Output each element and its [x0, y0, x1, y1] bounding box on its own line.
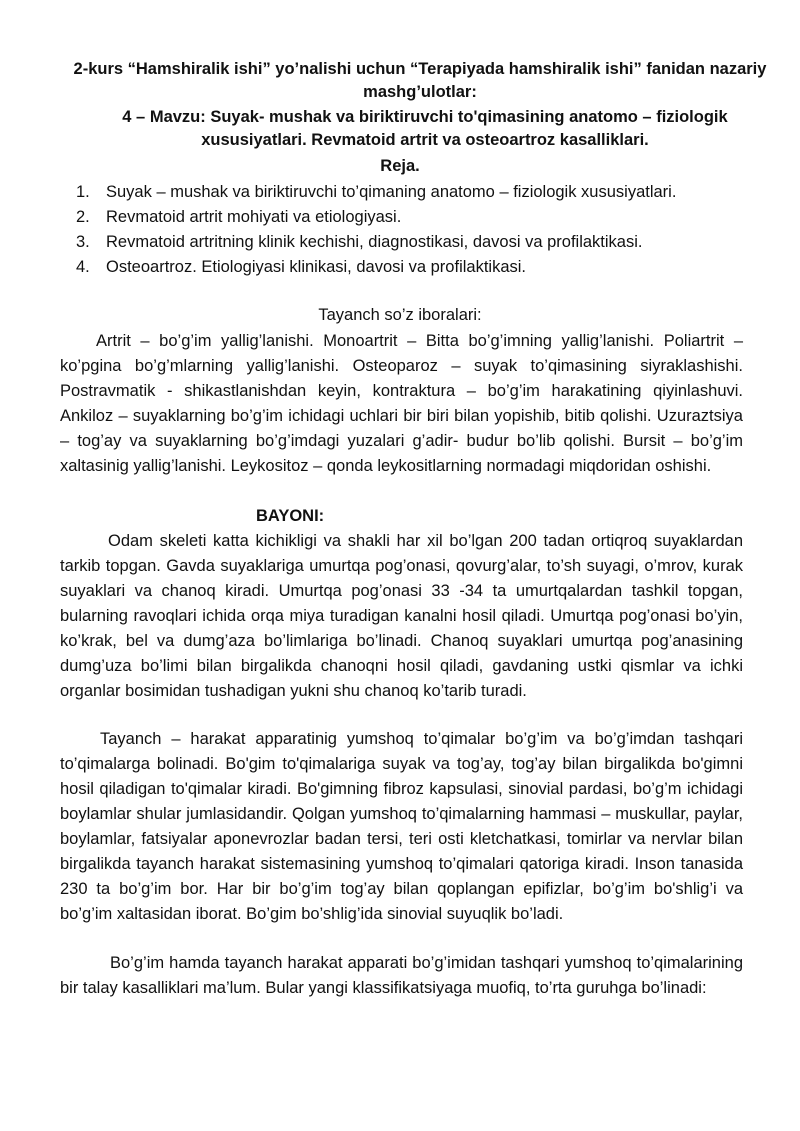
plan-list	[76, 180, 756, 280]
keywords-heading: Tayanch so’z iboralari:	[318, 306, 482, 324]
plan-item-text: Osteoartroz. Etiologiyasi klinikasi, davosi va profilaktikasi.	[106, 258, 527, 276]
topic-title: 4 – Mavzu: Suyak- mushak va biriktiruvchi to'qimasining anatomo – fiziologik xususiyatlari. Revmatoid artrit va osteoartroz kasalliklari.	[122, 108, 728, 149]
plan-item-text: Revmatoid artrit mohiyati va etiologiyasi.	[106, 208, 402, 226]
body-heading: BAYONI:	[256, 507, 325, 525]
body-paragraph: Bo’g’im hamda tayanch harakat apparati bo’g’imidan tashqari yumshoq to’qimalarining bir talay kasalliklari ma’lum. Bular yangi klassifikatsiyaga muofiq, to’rta guruhga bo’linadi:	[60, 954, 743, 997]
body-paragraph: Odam skeleti katta kichikligi va shakli har xil bo’lgan 200 tadan ortiqroq suyaklardan tarkib topgan. Gavda suyaklariga umurtqa pog’onasi, qovurg’alar, to’sh suyagi, o’mrov, kurak suyaklari va chanoq kiradi. Umurtqa pog’onasi 33 -34 ta umurtqalardan tashkil topgan, bularning ravoqlari ichida orqa miya turadigan kanalni hosil qiladi. Umurtqa pog’onasi bo’yin, ko’krak, bel va dumg’aza bo’limlariga bo’linadi. Chanoq suyaklari umurtqa pog’anasining dumg’uza bo’limi bilan birgalikda chanoqni hosil qiladi, gavdaning ustki qismlar va ichki organlar bosimidan tushadigan yukni shu chanoq ko’tarib turadi.	[60, 532, 743, 700]
plan-item-number: 2.	[76, 208, 90, 226]
plan-heading: Reja.	[380, 157, 420, 175]
plan-item	[76, 180, 756, 205]
plan-item-text: Suyak – mushak va biriktiruvchi to’qimaning anatomo – fiziologik xususiyatlari.	[106, 183, 677, 201]
plan-item-number: 4.	[76, 258, 90, 276]
plan-item	[76, 255, 756, 280]
plan-item-number: 3.	[76, 233, 90, 251]
body-paragraph: Tayanch – harakat apparatinig yumshoq to’qimalar bo’g’im va bo’g’imdan tashqari to’qimalarga bolinadi. Bo'gim to'qimalariga suyak va tog’ay, tog’ay bilan birgalikda bo'gimni hosil qiladigan to'qimalar kiradi. Bo'gimning fibroz kapsulasi, sinovial pardasi, bo’g’m ichidagi boylamlar shular jumlasidandir. Qolgan yumshoq to’qimalarning hammasi – muskullar, paylar, boylamlar, fatsiyalar aponevrozlar badan tersi, teri osti kletchatkasi, tomirlar va nervlar bilan birgalikda tayanch harakat sistemasining yumshoq to’qimalari qatoriga kiradi. Inson tanasida 230 ta bo’g’im bor. Har bir bo’g’im tog’ay bilan qoplangan epifizlar, bo’g’im bo'shlig’i va bo’g’im xaltasidan iborat. Bo’gim bo’shlig’ida sinovial suyuqlik bo’ladi.	[60, 730, 743, 923]
document-title: 2-kurs “Hamshiralik ishi” yo’nalishi uchun “Terapiyada hamshiralik ishi” fanidan nazariy mashg’ulotlar:	[73, 60, 767, 101]
plan-item	[76, 230, 756, 255]
keywords-paragraph: Artrit – bo’g’im yallig’lanishi. Monoartrit – Bitta bo’g’imning yallig’lanishi. Poliartrit – ko’pgina bo’g’mlarning yallig’lanishi. Osteoparoz – suyak to’qimasining siyraklashishi. Postravmatik - shikastlanishdan keyin, kontraktura – bo’g’im harakatining qiyinlashuvi. Ankiloz – suyaklarning bo’g’im ichidagi uchlari bir biri bilan yopishib, bitib qolishi. Uzuraztsiya – tog’ay va suyaklarning bo’g’imdagi yuzalari g’adir- budur bo’lib qolishi. Bursit – bo’g’im xaltasinig yallig’lanishi. Leykositoz – qonda leykositlarning normadagi miqdoridan oshishi.	[60, 332, 743, 475]
plan-item-number: 1.	[76, 183, 90, 201]
plan-item	[76, 205, 756, 230]
plan-item-text: Revmatoid artritning klinik kechishi, diagnostikasi, davosi va profilaktikasi.	[106, 233, 643, 251]
